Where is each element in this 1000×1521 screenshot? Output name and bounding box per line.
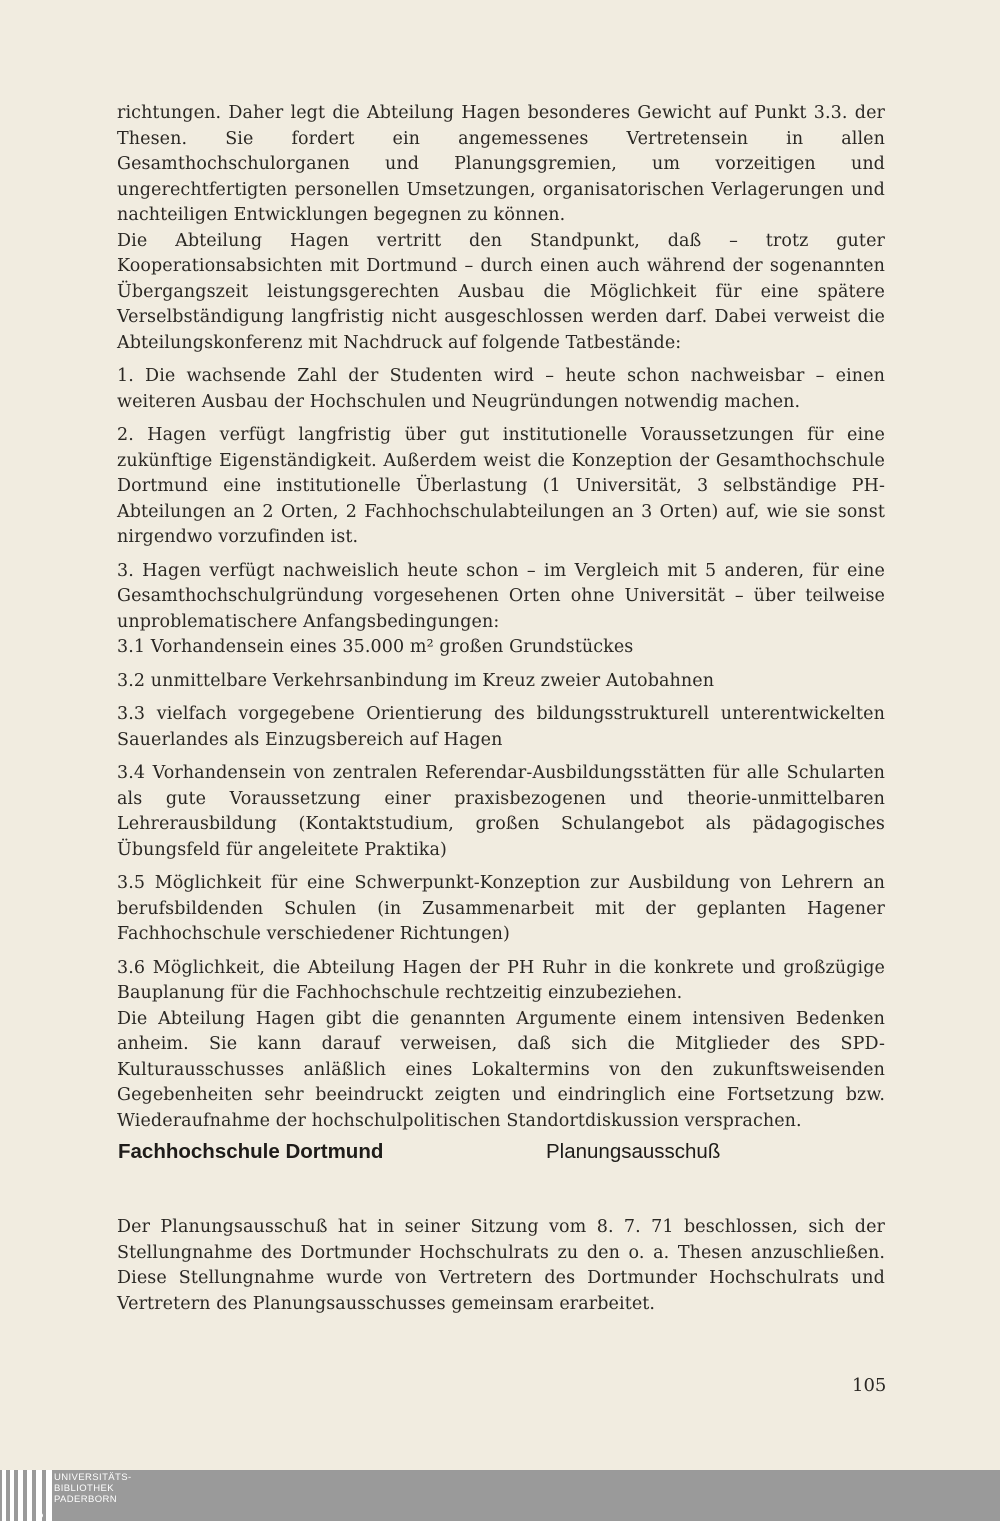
library-line: BIBLIOTHEK — [54, 1483, 114, 1494]
list-item: 3.6 Möglichkeit, die Abteilung Hagen der PH Ruhr in die konkrete und großzügige Bauplanung für die Fachhochschule rechtzeitig einzubeziehen. — [117, 957, 885, 1003]
list-item: 3. Hagen verfügt nachweislich heute schon – im Vergleich mit 5 anderen, für eine Gesamthochschulgründung vorgesehenen Orten ohne Universität – über teilweise unproblematischere Anfangsbedingungen: — [117, 560, 885, 632]
list-item: 3.3 vielfach vorgegebene Orientierung des bildungsstrukturell unterentwickelten Sauerlandes als Einzugsbereich auf Hagen — [117, 704, 885, 750]
main-text — [117, 101, 885, 1134]
library-footer — [0, 1470, 1000, 1521]
section-committee-heading: Planungsausschuß — [546, 1140, 721, 1163]
list-item: 3.1 Vorhandensein eines 35.000 m² großen Grundstückes — [117, 637, 634, 657]
list-item: 3.5 Möglichkeit für eine Schwerpunkt-Konzeption zur Ausbildung von Lehrern an berufsbildenden Schulen (in Zusammenarbeit mit der geplanten Hagener Fachhochschule verschiedener Richtungen) — [117, 873, 885, 944]
logo-dot-icon — [38, 1513, 43, 1518]
list-item: 2. Hagen verfügt langfristig über gut institutionelle Voraussetzungen für eine zukünftige Eigenständigkeit. Außerdem weist die Konzeption der Gesamthochschule Dortmund eine institutionelle Überlastung (1 Universität, 3 selbständige PH-Abteilungen an 2 Orten, 2 Fachhochschulabteilungen an 3 Orten) auf, wie sie sonst nirgendwo vorzufinden ist. — [117, 425, 885, 547]
list-item: 1. Die wachsende Zahl der Studenten wird – heute schon nachweisbar – einen weiteren Ausbau der Hochschulen und Neugründungen notwendig machen. — [117, 366, 885, 412]
paragraph: Der Planungsausschuß hat in seiner Sitzung vom 8. 7. 71 beschlossen, sich der Stellungnahme des Dortmunder Hochschulrats zu den o. a. Thesen anzuschließen. Diese Stellungnahme wurde von Vertretern des Dortmunder Hochschulrats und Vertretern des Planungsausschusses gemeinsam erarbeitet. — [117, 1217, 885, 1314]
library-line: UNIVERSITÄTS- — [54, 1472, 132, 1483]
library-line: PADERBORN — [54, 1494, 118, 1505]
page-number: 105 — [852, 1375, 887, 1396]
library-logo-icon — [2, 1470, 56, 1521]
section-text — [117, 1215, 885, 1317]
library-name — [54, 1472, 132, 1505]
section-institution-heading: Fachhochschule Dortmund — [118, 1140, 384, 1163]
paragraph: richtungen. Daher legt die Abteilung Hagen besonderes Gewicht auf Punkt 3.3. der Thesen. Sie fordert ein angemessenes Vertretensein in allen Gesamthochschulorganen und Planungsgremien, um vorzeitigen und ungerechtfertigten personellen Umsetzungen, organisatorischen Verlagerungen und nachteiligen Entwicklungen begegnen zu können. — [117, 103, 885, 225]
paragraph: Die Abteilung Hagen vertritt den Standpunkt, daß – trotz guter Kooperationsabsichten mit Dortmund – durch einen auch während der sogenannten Übergangszeit leistungsgerechten Ausbau die Möglichkeit für eine spätere Verselbständigung langfristig nicht ausgeschlossen werden darf. Dabei verweist die Abteilungskonferenz mit Nachdruck auf folgende Tatbestände: — [117, 230, 885, 353]
paragraph: Die Abteilung Hagen gibt die genannten Argumente einem intensiven Bedenken anheim. Sie kann darauf verweisen, daß sich die Mitglieder des SPD-Kulturausschusses anläßlich eines Lokaltermins von den zukunftsweisenden Gegebenheiten sehr beeindruckt zeigten und eindringlich eine Fortsetzung bzw. Wiederaufnahme der hochschulpolitischen Standortdiskussion versprachen. — [117, 1008, 885, 1131]
list-item: 3.4 Vorhandensein von zentralen Referendar-Ausbildungsstätten für alle Schularten als gute Voraussetzung einer praxisbezogenen und theorie-unmittelbaren Lehrerausbildung (Kontaktstudium, großen Schulangebot als pädagogisches Übungsfeld für angeleitete Praktika) — [117, 763, 885, 860]
list-item: 3.2 unmittelbare Verkehrsanbindung im Kreuz zweier Autobahnen — [117, 670, 715, 691]
